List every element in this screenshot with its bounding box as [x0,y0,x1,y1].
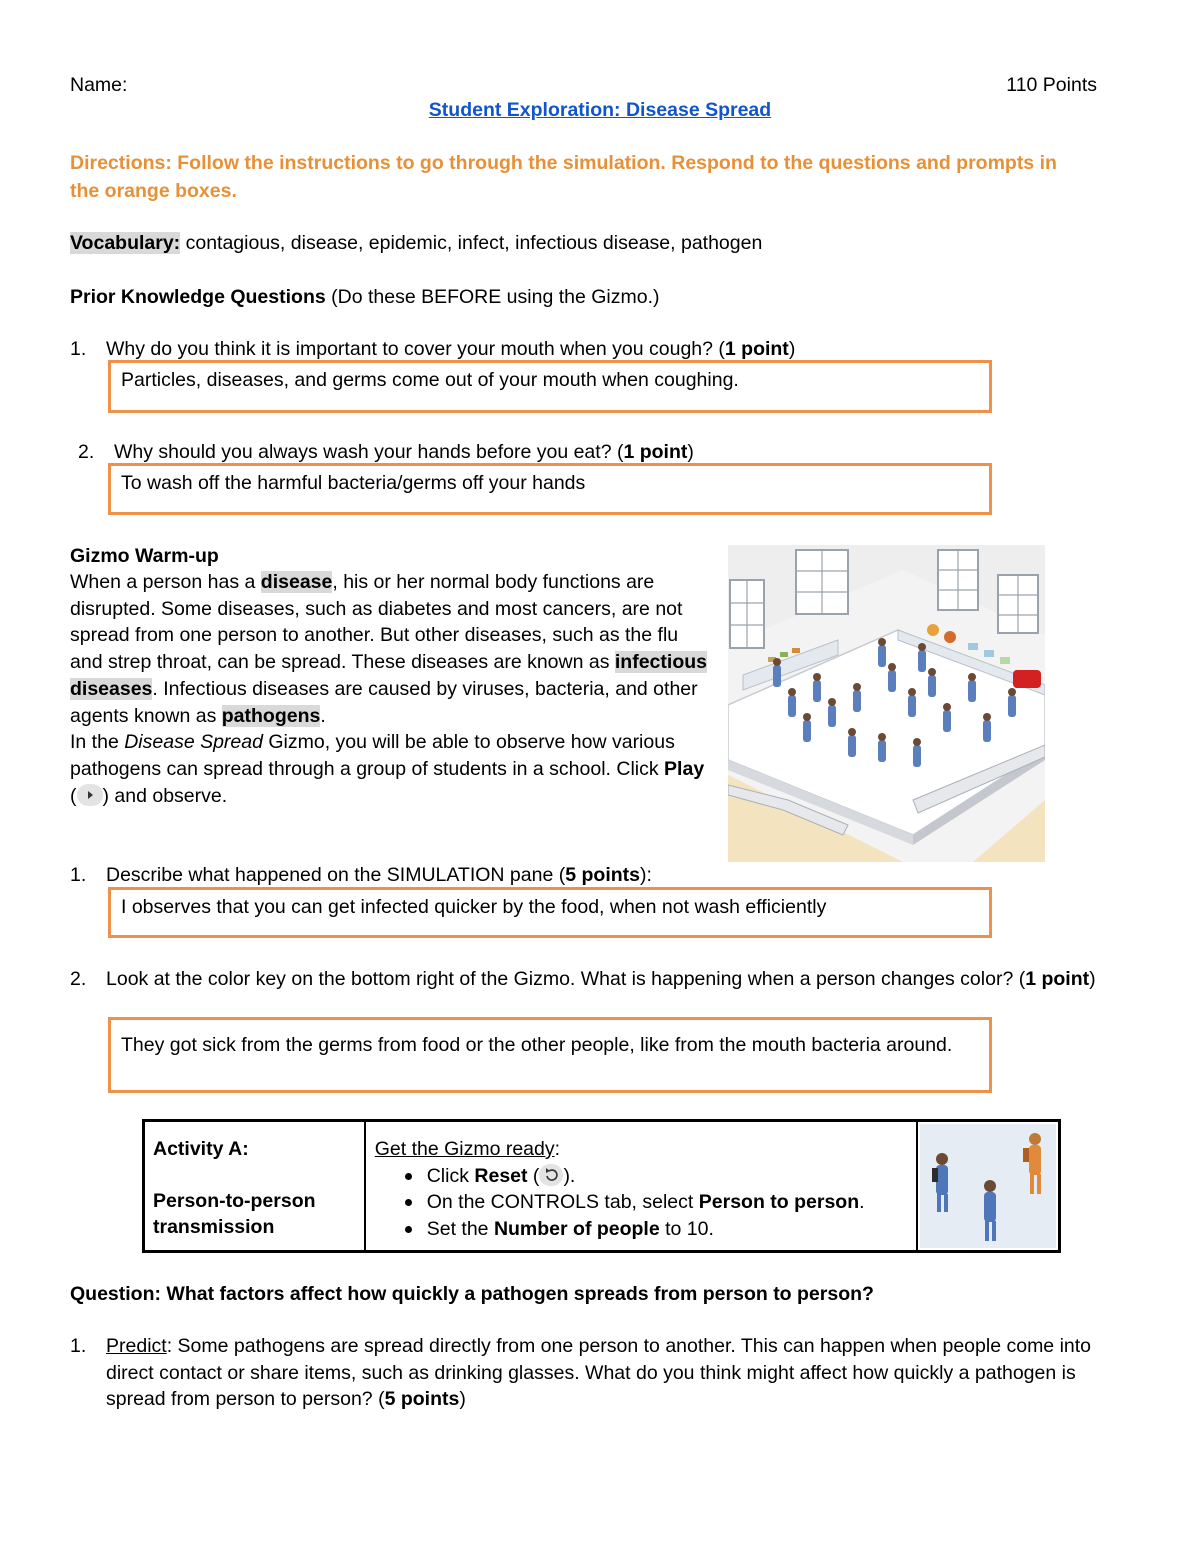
warmup-paragraph [70,569,710,809]
gizmo-ready-heading [375,1136,908,1163]
warmup-text: ( [70,784,77,807]
prior-question-2 [78,439,694,466]
question-number: 1. [70,1335,87,1357]
warmup-text: In the [70,731,125,754]
prior-heading-text: Prior Knowledge Questions [70,286,326,308]
activity-label: Activity A: [153,1138,249,1160]
directions: Directions: Follow the instructions to go through the simulation. Respond to the questions and prompts in the orange boxes. [70,152,1057,202]
warmup-text: , his or her normal body functions are disrupted. Some diseases, such as diabetes and most cancers, are not spread from one person to another. But other diseases, such as the flu and strep throat, can be spread. These diseases are known as [70,571,683,674]
term-disease: disease [260,571,333,593]
person-to-person-label: Person to person [698,1191,860,1213]
term-pathogens: pathogens [221,704,321,727]
question-number: 2. [70,968,87,990]
warmup-question-2 [70,966,1120,993]
warmup-text: . [320,704,326,727]
play-label: Play [664,757,705,780]
answer-box-prior-2[interactable] [108,463,992,515]
question-text [114,439,694,466]
gizmo-name: Disease Spread [124,731,263,754]
step-text: Set the [426,1217,494,1240]
question-close: ) [1089,968,1096,990]
people-illustration [920,1124,1056,1248]
document-title[interactable] [0,97,1200,124]
predict-label: Predict [106,1335,167,1357]
question-prompt: Why do you think it is important to cover your mouth when you cough? ( [106,338,725,360]
activity-instructions-cell [365,1121,917,1252]
vocabulary-line [70,230,762,257]
vocabulary-terms: contagious, disease, epidemic, infect, infectious disease, pathogen [180,232,763,254]
question-points: 5 points [565,864,640,886]
question-points: 1 point [623,441,688,463]
predict-question [70,1333,1130,1410]
setup-step [427,1163,908,1190]
warmup-text: ) and observe. [102,784,228,807]
document-title-text[interactable]: Student Exploration: Disease Spread [428,99,772,121]
question-close: ): [640,864,652,886]
question-close: ) [687,441,694,463]
gizmo-ready-text: Get the Gizmo ready [374,1138,555,1160]
warmup-text: . Infectious diseases are caused by viruses, bacteria, and other agents known as [70,677,698,727]
step-text: to 10. [659,1217,714,1240]
question-prompt: Look at the color key on the bottom right of the Gizmo. What is happening when a person changes color? ( [106,968,1026,990]
question-number: 1. [70,338,87,360]
step-text: ( [527,1164,540,1187]
activity-image-cell [917,1121,1060,1252]
play-icon [77,784,103,806]
answer-text[interactable]: Particles, diseases, and germs come out of your mouth when coughing. [121,369,739,391]
question-points: 1 point [1025,968,1090,990]
activity-label-cell [144,1121,365,1252]
activity-question: Question: What factors affect how quickly a pathogen spreads from person to person? [70,1283,874,1305]
cafeteria-simulation-image [728,545,1045,862]
warmup-question-1 [70,862,652,889]
step-text: Click [426,1164,475,1187]
prior-knowledge-heading [70,284,660,311]
activity-subtitle: Person-to-person transmission [153,1190,316,1238]
number-of-people-label: Number of people [493,1217,660,1240]
prior-question-1 [70,336,796,363]
name-label: Name: [70,74,128,96]
question-prompt: Describe what happened on the SIMULATION pane ( [106,864,566,886]
answer-text[interactable]: To wash off the harmful bacteria/germs off your hands [121,472,586,494]
activity-a-table [142,1119,1061,1253]
answer-box-prior-1[interactable] [108,360,992,413]
question-text [106,862,652,889]
points-total: 110 Points [1006,74,1097,96]
step-text: ). [563,1164,576,1187]
question-points: 5 points [384,1388,460,1410]
question-text [106,336,795,363]
answer-text[interactable]: They got sick from the germs from food or the other people, like from the mouth bacteria around. [121,1034,953,1056]
reset-icon [539,1164,563,1186]
gizmo-ready-colon: : [554,1138,561,1160]
reset-label: Reset [474,1164,528,1187]
prior-heading-note: (Do these BEFORE using the Gizmo.) [325,286,660,308]
setup-step [427,1189,908,1216]
vocabulary-label: Vocabulary: [70,232,181,254]
question-prompt: Why should you always wash your hands before you eat? ( [114,441,624,463]
warmup-heading: Gizmo Warm-up [70,545,219,567]
warmup-text: Gizmo, you will be able to observe how various pathogens can spread through a group of students in a school. Click [70,731,675,780]
question-text [106,966,1116,993]
step-text: On the CONTROLS tab, select [426,1191,699,1213]
question-close: ) [788,338,796,360]
question-prompt: : Some pathogens are spread directly from one person to another. This can happen when people come into direct contact or share items, such as drinking glasses. What do you think might affect how quickly a pathogen is spread from person to person? ( [106,1335,1092,1410]
warmup-text: When a person has a [70,571,261,593]
question-number: 2. [78,441,95,463]
question-points: 1 point [724,338,789,360]
step-text: . [859,1191,865,1213]
question-number: 1. [70,864,87,886]
term-infectious-diseases: infectious diseases [70,651,707,700]
question-text [106,1333,1096,1413]
answer-text[interactable]: I observes that you can get infected quicker by the food, when not wash efficiently [121,896,827,918]
question-close: ) [459,1388,466,1410]
answer-box-warmup-1[interactable] [108,887,992,938]
answer-box-warmup-2[interactable] [108,1017,992,1093]
setup-steps [375,1163,908,1243]
setup-step [427,1216,908,1243]
